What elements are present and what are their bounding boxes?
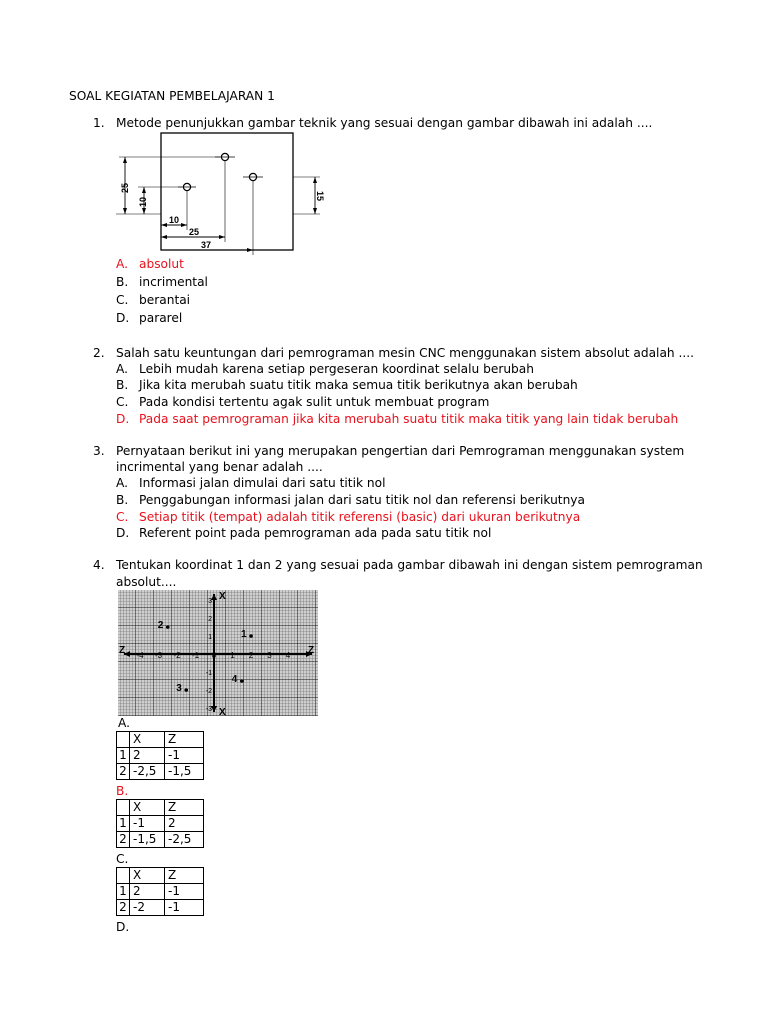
table-cell: -2,5 [130,764,165,780]
dim-10-vertical: 10 [138,196,148,208]
table-cell: -2,5 [165,832,204,848]
z-tick-label: 0 [211,651,217,660]
q3-option-d-letter: D. [116,526,130,540]
table-row [117,900,204,916]
point-marker [240,679,244,683]
q1-option-c-letter: C. [116,293,129,307]
q3-option-c-letter: C. [116,510,129,524]
q2-option-c-letter: C. [116,395,129,409]
table-header-row [117,868,204,884]
point-label-1: 1 [241,629,247,640]
x-tick-label: 2 [208,616,212,623]
q4-coordinate-grid [118,590,318,716]
q4-text-line2: absolut.... [116,575,177,589]
q1-number: 1. [93,116,105,130]
table-row [117,884,204,900]
table-cell [117,800,130,816]
z-tick-label: 3 [267,651,272,660]
q1-option-b[interactable]: incrimental [139,275,208,289]
q3-option-b-letter: B. [116,493,129,507]
axis-label-x-top: X [219,591,226,602]
x-tick-label: -2 [205,688,212,695]
dim-37-horizontal: 37 [200,240,212,250]
q2-option-a[interactable]: Lebih mudah karena setiap pergeseran koordinat selalu berubah [139,362,534,376]
table-row [117,832,204,848]
x-tick-label: 1 [208,634,212,641]
q2-option-c[interactable]: Pada kondisi tertentu agak sulit untuk membuat program [139,395,490,409]
axis-label-z-right: Z [308,645,315,656]
z-tick-label: -2 [173,651,181,660]
z-tick-label: 4 [285,651,291,660]
q2-option-d-letter: D. [116,412,130,426]
q3-text-line1: Pernyataan berikut ini yang merupakan pengertian dari Pemrograman menggunakan system [116,444,685,458]
table-header-row [117,732,204,748]
dim-25-vertical: 25 [120,182,130,194]
table-cell: 1 [117,748,130,764]
table-cell: 1 [117,884,130,900]
table-header-z: Z [165,800,204,816]
q2-option-b[interactable]: Jika kita merubah suatu titik maka semua titik berikutnya akan berubah [139,378,578,392]
table-header-x: X [130,868,165,884]
table-header-z: Z [165,868,204,884]
q4-option-a-letter: A. [118,716,130,730]
q4-option-c-table[interactable] [116,867,204,916]
dim-15-vertical: 15 [315,190,325,202]
q2-option-a-letter: A. [116,362,128,376]
q4-option-b-letter: B. [116,784,129,798]
q2-option-d[interactable]: Pada saat pemrograman jika kita merubah suatu titik maka titik yang lain tidak berubah [139,412,679,426]
point-marker [184,688,188,692]
point-label-4: 4 [231,674,238,685]
z-tick-label: 1 [230,651,235,660]
q2-option-b-letter: B. [116,378,129,392]
z-tick-label: 2 [248,651,254,660]
q1-option-d-letter: D. [116,311,130,325]
table-cell: 2 [130,748,165,764]
q4-option-c-letter: C. [116,852,129,866]
q3-option-a[interactable]: Informasi jalan dimulai dari satu titik nol [139,476,386,490]
q1-option-a-letter: A. [116,257,128,271]
table-cell: -1 [165,884,204,900]
table-cell: -1 [130,816,165,832]
table-header-row [117,800,204,816]
point-marker [249,634,253,638]
table-cell: 1 [117,816,130,832]
table-cell [117,868,130,884]
q3-option-a-letter: A. [116,476,128,490]
q4-option-d-letter: D. [116,920,130,934]
table-cell: -1 [165,900,204,916]
x-tick-label: -1 [205,670,212,677]
dim-10-horizontal: 10 [168,215,180,225]
axis-label-z-left: Z [119,645,126,656]
table-cell [117,732,130,748]
q4-text-line1: Tentukan koordinat 1 dan 2 yang sesuai pada gambar dibawah ini dengan sistem pemrograman [116,558,703,572]
point-label-3: 3 [176,683,182,694]
dim-25-horizontal: 25 [188,227,200,237]
table-cell: 2 [165,816,204,832]
table-row [117,748,204,764]
z-tick-label: -3 [154,651,163,660]
table-cell: 2 [117,832,130,848]
q1-option-c[interactable]: berantai [139,293,191,307]
table-cell: 2 [117,764,130,780]
q3-option-c[interactable]: Setiap titik (tempat) adalah titik referensi (basic) dari ukuran berikutnya [139,510,581,524]
table-header-z: Z [165,732,204,748]
q2-number: 2. [93,346,105,360]
table-cell: 2 [117,900,130,916]
z-tick-label: -4 [136,651,144,660]
q4-option-b-table[interactable] [116,799,204,848]
q3-text-line2: incrimental yang benar adalah .... [116,460,323,474]
q2-text: Salah satu keuntungan dari pemrograman mesin CNC menggunakan sistem absolut adalah .... [116,346,695,360]
q1-dimension-drawing [116,130,325,256]
z-tick-label: -1 [191,651,200,660]
q3-option-b[interactable]: Penggabungan informasi jalan dari satu titik nol dan referensi berikutnya [139,493,585,507]
q4-number: 4. [93,558,105,572]
q3-option-d[interactable]: Referent point pada pemrograman ada pada satu titik nol [139,526,492,540]
table-cell: -1,5 [130,832,165,848]
table-header-x: X [130,800,165,816]
q1-text: Metode penunjukkan gambar teknik yang sesuai dengan gambar dibawah ini adalah .... [116,116,653,130]
table-cell: 2 [130,884,165,900]
q1-option-a[interactable]: absolut [139,257,184,271]
page-title: SOAL KEGIATAN PEMBELAJARAN 1 [69,89,275,103]
q4-option-a-table[interactable] [116,731,204,780]
table-row [117,816,204,832]
x-tick-label: 3 [208,598,212,605]
x-tick-label: -3 [205,706,212,713]
table-row [117,764,204,780]
point-label-2: 2 [157,620,164,631]
point-marker [166,625,170,629]
table-header-x: X [130,732,165,748]
table-cell: -1,5 [165,764,204,780]
q1-option-d[interactable]: pararel [139,311,183,325]
table-cell: -1 [165,748,204,764]
q3-number: 3. [93,444,105,458]
q1-option-b-letter: B. [116,275,129,289]
table-cell: -2 [130,900,165,916]
axis-label-x-bottom: X [219,707,226,718]
